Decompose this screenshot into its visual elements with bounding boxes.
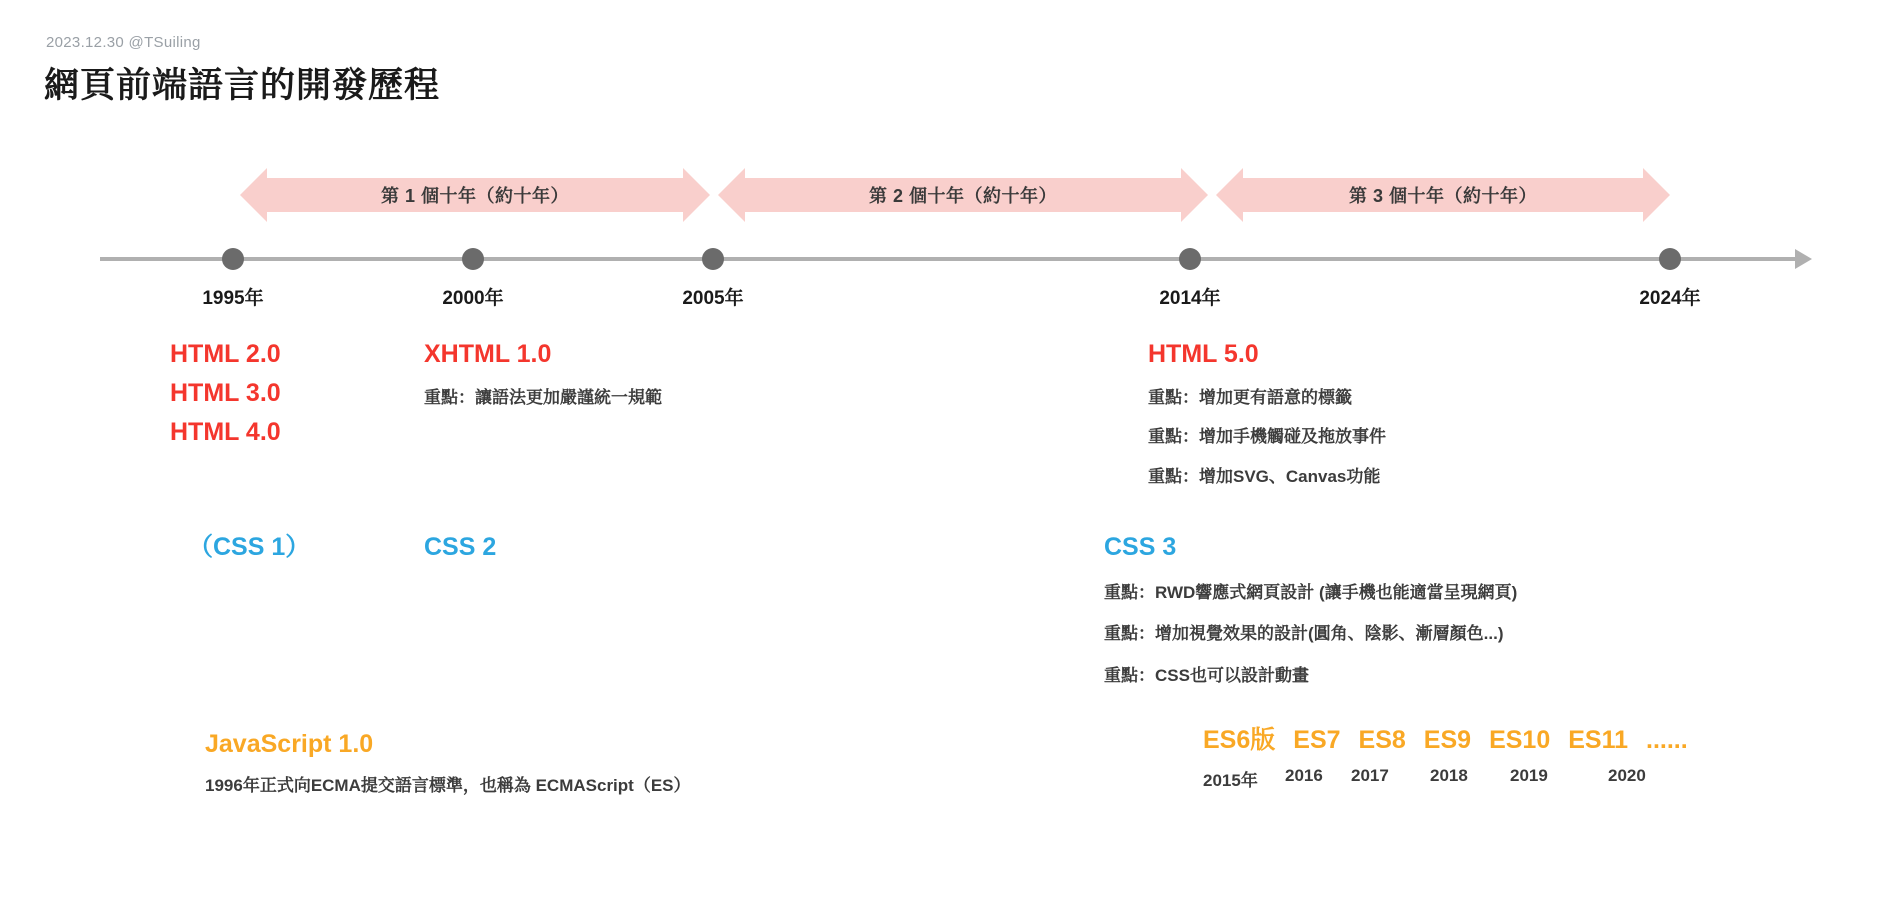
timeline-dot <box>462 248 484 270</box>
es-year: 2020 <box>1608 766 1646 785</box>
xhtml-title: XHTML 1.0 <box>424 340 552 368</box>
decade-band-group <box>240 168 1670 222</box>
timeline-axis <box>100 257 1800 261</box>
decade-band-3 <box>1216 168 1670 222</box>
es-year: 2019 <box>1510 766 1548 785</box>
html5-title: HTML 5.0 <box>1148 340 1259 368</box>
es-years-row <box>1203 766 1706 791</box>
timeline-dot <box>1179 248 1201 270</box>
css3-note: 重點：RWD響應式網頁設計 (讓手機也能適當呈現網頁) <box>1104 582 1518 602</box>
es-year: 2017 <box>1351 766 1389 785</box>
byline-date: 2023.12.30 <box>46 34 125 51</box>
decade-label: 第 3 個十年（約十年） <box>1348 186 1537 206</box>
css3-note: 重點：增加視覺效果的設計(圓角、陰影、漸層顏色...) <box>1104 624 1504 644</box>
javascript-note: 1996年正式向ECMA提交語言標準，也稱為 ECMAScript（ES） <box>205 775 691 795</box>
timeline-year-label: 2000年 <box>442 288 504 309</box>
html-version: HTML 3.0 <box>170 378 281 407</box>
arrow-left-icon <box>240 168 267 222</box>
es-version: ES11 <box>1568 726 1629 754</box>
xhtml-group <box>424 335 662 413</box>
css1-title: （CSS 1） <box>188 533 311 561</box>
byline <box>46 34 201 51</box>
html5-note: 重點：增加手機觸碰及拖放事件 <box>1148 427 1386 447</box>
css3-group <box>1104 528 1517 691</box>
timeline-year-label: 2005年 <box>682 288 744 309</box>
decade-label: 第 1 個十年（約十年） <box>380 186 569 206</box>
es-year: 2016 <box>1285 766 1323 785</box>
html5-group <box>1148 335 1386 492</box>
timeline-year-label: 2014年 <box>1159 288 1221 309</box>
html5-note: 重點：增加更有語意的標籤 <box>1148 387 1352 407</box>
es-year: 2015年 <box>1203 771 1258 790</box>
es-version: ES6版 <box>1203 726 1276 754</box>
css1-group <box>188 528 310 567</box>
css3-note: 重點：CSS也可以設計動畫 <box>1104 665 1309 685</box>
arrow-left-icon <box>1216 168 1243 222</box>
arrow-left-icon <box>718 168 745 222</box>
html-version: HTML 4.0 <box>170 417 281 446</box>
xhtml-note: 重點：讓語法更加嚴謹統一規範 <box>424 387 662 407</box>
decade-band-1 <box>240 168 710 222</box>
es-version: ES7 <box>1293 726 1341 754</box>
byline-handle: @TSuiling <box>128 34 201 51</box>
arrow-right-icon <box>683 168 710 222</box>
javascript-title: JavaScript 1.0 <box>205 730 374 758</box>
arrow-right-icon <box>1181 168 1208 222</box>
axis-arrow-icon <box>1795 249 1812 269</box>
html5-note: 重點：增加SVG、Canvas功能 <box>1148 466 1381 486</box>
es-versions-row <box>1203 720 1706 756</box>
css2-group <box>424 528 496 567</box>
html-version: HTML 2.0 <box>170 340 281 368</box>
timeline-dot <box>702 248 724 270</box>
timeline-year-label: 1995年 <box>202 288 264 309</box>
timeline-dot <box>1659 248 1681 270</box>
javascript-group <box>205 725 691 801</box>
es-version: ES9 <box>1423 726 1472 754</box>
html-early-group <box>170 335 281 451</box>
es-version: ES8 <box>1358 726 1406 754</box>
page-title: 網頁前端語言的開發歷程 <box>44 66 441 105</box>
css2-title: CSS 2 <box>424 533 497 561</box>
arrow-right-icon <box>1643 168 1670 222</box>
es-versions-group <box>1203 720 1706 791</box>
css3-title: CSS 3 <box>1104 533 1177 561</box>
es-year: 2018 <box>1430 766 1468 785</box>
es-version-ellipsis: ...... <box>1646 726 1688 754</box>
decade-band-2 <box>718 168 1208 222</box>
timeline-dot <box>222 248 244 270</box>
decade-label: 第 2 個十年（約十年） <box>868 186 1057 206</box>
timeline-year-label: 2024年 <box>1639 288 1701 309</box>
es-version: ES10 <box>1489 726 1551 754</box>
